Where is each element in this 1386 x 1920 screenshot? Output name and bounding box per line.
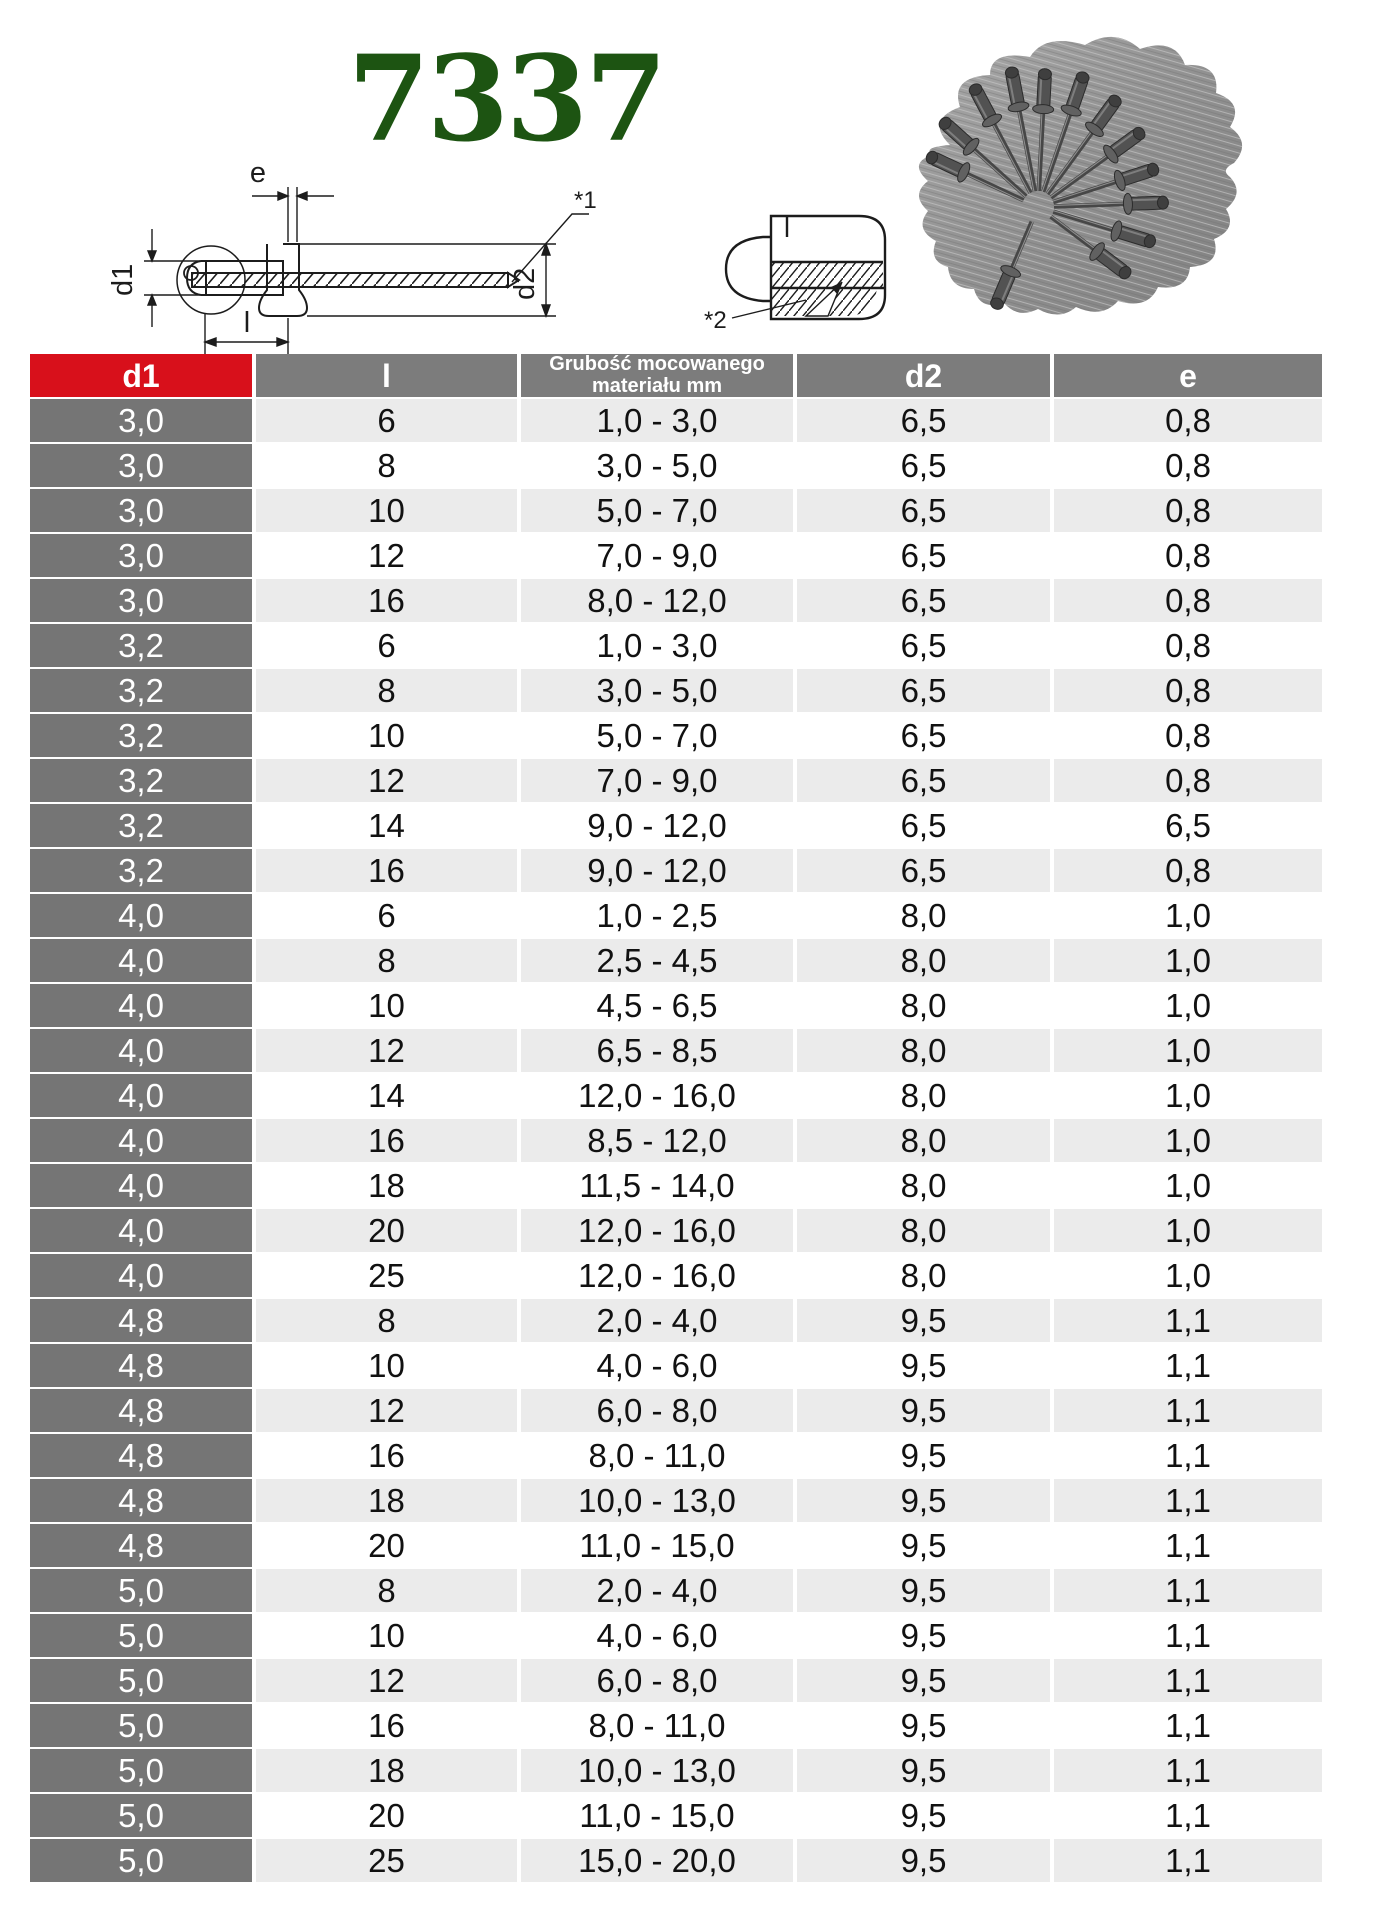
cell-l: 16 (256, 1704, 517, 1747)
spec-table-body (30, 399, 1322, 1882)
cell-l: 25 (256, 1839, 517, 1882)
cell-d1: 3,0 (30, 444, 252, 487)
cell-d1: 4,8 (30, 1524, 252, 1567)
cell-grubosc: 10,0 - 13,0 (521, 1479, 793, 1522)
cell-grubosc: 4,0 - 6,0 (521, 1614, 793, 1657)
cell-d2: 6,5 (797, 849, 1050, 892)
col-header-d1: d1 (30, 354, 252, 397)
cell-e: 0,8 (1054, 534, 1322, 577)
cell-e: 1,0 (1054, 1119, 1322, 1162)
mandrel-rod (192, 273, 508, 287)
cell-l: 16 (256, 849, 517, 892)
table-row (30, 1434, 1322, 1477)
cell-d1: 3,2 (30, 714, 252, 757)
cell-grubosc: 8,0 - 11,0 (521, 1704, 793, 1747)
cell-e: 1,1 (1054, 1659, 1322, 1702)
cell-e: 1,1 (1054, 1794, 1322, 1837)
cell-d2: 6,5 (797, 534, 1050, 577)
cell-e: 1,0 (1054, 984, 1322, 1027)
cell-d1: 4,0 (30, 939, 252, 982)
cell-grubosc: 7,0 - 9,0 (521, 759, 793, 802)
cell-d2: 8,0 (797, 894, 1050, 937)
cell-d1: 5,0 (30, 1839, 252, 1882)
col-header-d2: d2 (797, 354, 1050, 397)
col-header-e: e (1054, 354, 1322, 397)
cell-d1: 3,0 (30, 399, 252, 442)
cell-e: 1,1 (1054, 1569, 1322, 1612)
cell-grubosc: 6,0 - 8,0 (521, 1389, 793, 1432)
cell-e: 1,1 (1054, 1749, 1322, 1792)
cell-grubosc: 9,0 - 12,0 (521, 849, 793, 892)
cell-d1: 3,2 (30, 624, 252, 667)
cell-d2: 6,5 (797, 759, 1050, 802)
cell-d2: 6,5 (797, 804, 1050, 847)
cell-l: 6 (256, 399, 517, 442)
table-row (30, 489, 1322, 532)
cell-e: 1,0 (1054, 894, 1322, 937)
col-header-grubosc-line2: materiału mm (591, 374, 723, 397)
table-row (30, 1704, 1322, 1747)
cell-d1: 5,0 (30, 1659, 252, 1702)
table-row (30, 1074, 1322, 1117)
spec-table (26, 352, 1326, 1884)
cell-d2: 6,5 (797, 489, 1050, 532)
cell-grubosc: 6,5 - 8,5 (521, 1029, 793, 1072)
table-row (30, 1479, 1322, 1522)
cell-e: 1,0 (1054, 939, 1322, 982)
cell-d2: 8,0 (797, 939, 1050, 982)
cell-d1: 3,2 (30, 804, 252, 847)
cell-e: 6,5 (1054, 804, 1322, 847)
cell-l: 20 (256, 1524, 517, 1567)
cell-d2: 8,0 (797, 1074, 1050, 1117)
table-row (30, 849, 1322, 892)
cell-l: 8 (256, 1569, 517, 1612)
cell-l: 6 (256, 624, 517, 667)
cell-grubosc: 10,0 - 13,0 (521, 1749, 793, 1792)
cell-e: 1,1 (1054, 1524, 1322, 1567)
cell-grubosc: 9,0 - 12,0 (521, 804, 793, 847)
table-row (30, 1524, 1322, 1567)
col-header-grubosc (521, 354, 793, 397)
cell-e: 0,8 (1054, 579, 1322, 622)
cell-l: 16 (256, 1119, 517, 1162)
cell-d2: 9,5 (797, 1839, 1050, 1882)
cell-e: 0,8 (1054, 489, 1322, 532)
cell-d1: 4,8 (30, 1299, 252, 1342)
cell-d1: 4,0 (30, 1029, 252, 1072)
table-row (30, 1839, 1322, 1882)
cell-l: 8 (256, 444, 517, 487)
cell-grubosc: 1,0 - 2,5 (521, 894, 793, 937)
table-row (30, 939, 1322, 982)
cell-d2: 6,5 (797, 714, 1050, 757)
cell-d1: 4,0 (30, 1209, 252, 1252)
cell-l: 10 (256, 714, 517, 757)
cell-d2: 9,5 (797, 1389, 1050, 1432)
cell-d2: 9,5 (797, 1794, 1050, 1837)
cell-e: 1,1 (1054, 1434, 1322, 1477)
cell-grubosc: 4,0 - 6,0 (521, 1344, 793, 1387)
table-row (30, 1164, 1322, 1207)
cell-grubosc: 11,5 - 14,0 (521, 1164, 793, 1207)
cell-d2: 6,5 (797, 669, 1050, 712)
dim-label-l: l (243, 307, 251, 339)
cell-d2: 8,0 (797, 1209, 1050, 1252)
cell-e: 0,8 (1054, 669, 1322, 712)
cell-grubosc: 8,5 - 12,0 (521, 1119, 793, 1162)
cell-grubosc: 12,0 - 16,0 (521, 1254, 793, 1297)
cell-grubosc: 12,0 - 16,0 (521, 1074, 793, 1117)
footnote-1-label: *1 (574, 187, 597, 214)
cell-d1: 5,0 (30, 1704, 252, 1747)
cell-grubosc: 3,0 - 5,0 (521, 669, 793, 712)
cell-d1: 5,0 (30, 1794, 252, 1837)
cell-l: 10 (256, 1344, 517, 1387)
rivet-outline (177, 244, 519, 316)
cell-d2: 8,0 (797, 1119, 1050, 1162)
cell-l: 12 (256, 1029, 517, 1072)
table-row (30, 1794, 1322, 1837)
table-row (30, 534, 1322, 577)
cell-d2: 8,0 (797, 1029, 1050, 1072)
cell-grubosc: 11,0 - 15,0 (521, 1524, 793, 1567)
cell-d1: 4,8 (30, 1389, 252, 1432)
table-row (30, 1344, 1322, 1387)
cell-e: 1,1 (1054, 1299, 1322, 1342)
cell-grubosc: 11,0 - 15,0 (521, 1794, 793, 1837)
cell-d1: 4,0 (30, 1074, 252, 1117)
table-row (30, 399, 1322, 442)
cell-e: 1,1 (1054, 1389, 1322, 1432)
cell-grubosc: 15,0 - 20,0 (521, 1839, 793, 1882)
table-row (30, 984, 1322, 1027)
cell-e: 0,8 (1054, 399, 1322, 442)
dim-label-e: e (249, 157, 267, 189)
cell-grubosc: 6,0 - 8,0 (521, 1659, 793, 1702)
table-row (30, 714, 1322, 757)
table-row (30, 1299, 1322, 1342)
cell-d1: 3,0 (30, 534, 252, 577)
cell-l: 20 (256, 1794, 517, 1837)
cell-e: 1,1 (1054, 1839, 1322, 1882)
cell-grubosc: 3,0 - 5,0 (521, 444, 793, 487)
cell-d2: 9,5 (797, 1344, 1050, 1387)
cell-e: 1,1 (1054, 1704, 1322, 1747)
cell-d2: 9,5 (797, 1479, 1050, 1522)
cell-d1: 4,8 (30, 1434, 252, 1477)
cell-e: 0,8 (1054, 624, 1322, 667)
cell-d2: 9,5 (797, 1434, 1050, 1477)
cell-d1: 4,8 (30, 1344, 252, 1387)
cell-grubosc: 8,0 - 12,0 (521, 579, 793, 622)
cell-d2: 8,0 (797, 1254, 1050, 1297)
cell-e: 1,1 (1054, 1614, 1322, 1657)
table-header-row (30, 354, 1322, 397)
page-title: 7337 (347, 29, 665, 168)
footnote-2-label: *2 (704, 307, 727, 334)
cell-d2: 8,0 (797, 984, 1050, 1027)
rivets-photo (890, 15, 1290, 325)
table-row (30, 1029, 1322, 1072)
col-header-grubosc-line1: Grubość mocowanego (549, 354, 765, 375)
cell-d2: 9,5 (797, 1569, 1050, 1612)
cell-l: 25 (256, 1254, 517, 1297)
table-row (30, 1209, 1322, 1252)
hatched-sleeve (771, 262, 883, 288)
cell-e: 1,0 (1054, 1254, 1322, 1297)
cell-l: 18 (256, 1749, 517, 1792)
cell-grubosc: 12,0 - 16,0 (521, 1209, 793, 1252)
cell-grubosc: 1,0 - 3,0 (521, 624, 793, 667)
cell-d1: 5,0 (30, 1614, 252, 1657)
cell-d1: 3,0 (30, 489, 252, 532)
table-row (30, 444, 1322, 487)
col-header-l: l (256, 354, 517, 397)
cell-l: 20 (256, 1209, 517, 1252)
cell-l: 6 (256, 894, 517, 937)
cell-d1: 4,0 (30, 1254, 252, 1297)
cell-d2: 6,5 (797, 444, 1050, 487)
cell-l: 8 (256, 939, 517, 982)
table-row (30, 1614, 1322, 1657)
cell-d2: 9,5 (797, 1659, 1050, 1702)
cell-d1: 3,0 (30, 579, 252, 622)
cell-l: 8 (256, 669, 517, 712)
cell-d2: 6,5 (797, 399, 1050, 442)
cell-l: 16 (256, 579, 517, 622)
cell-d1: 3,2 (30, 669, 252, 712)
cell-e: 1,0 (1054, 1164, 1322, 1207)
dim-label-d2: d2 (509, 267, 541, 300)
cell-d1: 5,0 (30, 1749, 252, 1792)
cell-grubosc: 7,0 - 9,0 (521, 534, 793, 577)
cell-d2: 9,5 (797, 1749, 1050, 1792)
table-row (30, 1749, 1322, 1792)
dim-label-d1: d1 (107, 263, 139, 296)
table-row (30, 624, 1322, 667)
rivet-side-view-diagram (40, 130, 600, 360)
cell-l: 10 (256, 489, 517, 532)
cell-grubosc: 5,0 - 7,0 (521, 489, 793, 532)
cell-e: 0,8 (1054, 444, 1322, 487)
cell-l: 10 (256, 984, 517, 1027)
table-row (30, 669, 1322, 712)
cell-grubosc: 1,0 - 3,0 (521, 399, 793, 442)
cell-l: 18 (256, 1164, 517, 1207)
cell-grubosc: 2,5 - 4,5 (521, 939, 793, 982)
cell-e: 0,8 (1054, 714, 1322, 757)
cell-d1: 3,2 (30, 759, 252, 802)
cell-d1: 4,8 (30, 1479, 252, 1522)
cell-l: 18 (256, 1479, 517, 1522)
cell-d1: 3,2 (30, 849, 252, 892)
cell-d1: 5,0 (30, 1569, 252, 1612)
cell-l: 12 (256, 759, 517, 802)
cell-l: 12 (256, 1389, 517, 1432)
cell-grubosc: 2,0 - 4,0 (521, 1299, 793, 1342)
cell-grubosc: 4,5 - 6,5 (521, 984, 793, 1027)
table-row (30, 1569, 1322, 1612)
table-row (30, 804, 1322, 847)
cell-grubosc: 5,0 - 7,0 (521, 714, 793, 757)
cell-e: 1,0 (1054, 1209, 1322, 1252)
cell-l: 12 (256, 534, 517, 577)
table-row (30, 579, 1322, 622)
cell-d2: 9,5 (797, 1704, 1050, 1747)
cell-l: 10 (256, 1614, 517, 1657)
cell-l: 14 (256, 804, 517, 847)
cell-d2: 6,5 (797, 624, 1050, 667)
cell-e: 0,8 (1054, 759, 1322, 802)
table-row (30, 1659, 1322, 1702)
cell-grubosc: 2,0 - 4,0 (521, 1569, 793, 1612)
cell-l: 8 (256, 1299, 517, 1342)
cell-d1: 4,0 (30, 984, 252, 1027)
table-row (30, 1119, 1322, 1162)
cell-d1: 4,0 (30, 1164, 252, 1207)
cell-d2: 9,5 (797, 1299, 1050, 1342)
cell-l: 12 (256, 1659, 517, 1702)
cell-e: 1,0 (1054, 1029, 1322, 1072)
cell-l: 14 (256, 1074, 517, 1117)
cell-e: 1,1 (1054, 1344, 1322, 1387)
cell-d2: 9,5 (797, 1524, 1050, 1567)
cell-l: 16 (256, 1434, 517, 1477)
table-row (30, 1254, 1322, 1297)
cell-d1: 4,0 (30, 894, 252, 937)
cell-e: 1,0 (1054, 1074, 1322, 1117)
cell-d1: 4,0 (30, 1119, 252, 1162)
table-row (30, 1389, 1322, 1432)
cell-e: 1,1 (1054, 1479, 1322, 1522)
table-row (30, 894, 1322, 937)
cell-e: 0,8 (1054, 849, 1322, 892)
cell-d2: 8,0 (797, 1164, 1050, 1207)
cell-d2: 6,5 (797, 579, 1050, 622)
table-row (30, 759, 1322, 802)
cell-d2: 9,5 (797, 1614, 1050, 1657)
cell-grubosc: 8,0 - 11,0 (521, 1434, 793, 1477)
